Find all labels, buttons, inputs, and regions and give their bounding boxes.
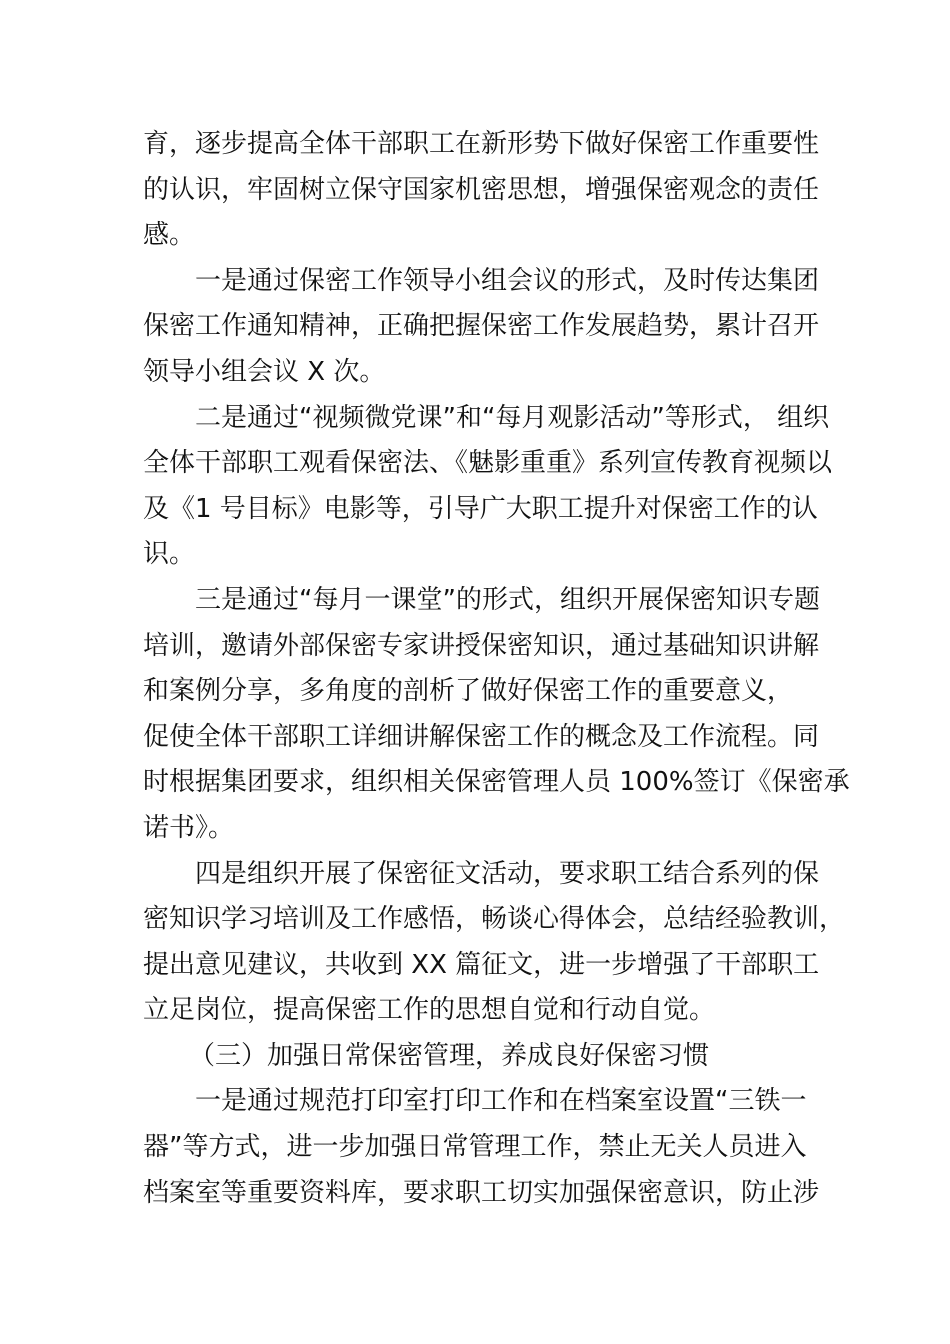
text-line: 感。 xyxy=(143,220,196,251)
paragraph-first-line: 一是通过保密工作领导小组会议的形式，及时传达集团 xyxy=(195,265,820,296)
text-line: 密知识学习培训及工作感悟，畅谈心得体会，总结经验教训， xyxy=(143,904,846,935)
text-line: 领导小组会议 X 次。 xyxy=(143,356,386,387)
document-body xyxy=(143,122,850,1216)
text-line: 档案室等重要资料库，要求职工切实加强保密意识，防止涉 xyxy=(143,1177,820,1208)
paragraph-first-line: 一是通过规范打印室打印工作和在档案室设置“三铁一 xyxy=(195,1086,807,1117)
text-line: 保密工作通知精神，正确把握保密工作发展趋势，累计召开 xyxy=(143,311,820,342)
text-line: 育，逐步提高全体干部职工在新形势下做好保密工作重要性 xyxy=(143,129,820,159)
text-line: 识。 xyxy=(143,539,196,570)
text-line: 和案例分享，多角度的剖析了做好保密工作的重要意义， xyxy=(143,676,794,707)
text-line: 提出意见建议，共收到 XX 篇征文，进一步增强了干部职工 xyxy=(143,949,820,980)
text-line: 及《1 号目标》电影等，引导广大职工提升对保密工作的认 xyxy=(143,493,818,524)
paragraph-first-line: 四是组织开展了保密征文活动，要求职工结合系列的保 xyxy=(195,858,820,889)
section-heading: （三）加强日常保密管理，养成良好保密习惯 xyxy=(189,1040,710,1071)
text-line: 立足岗位，提高保密工作的思想自觉和行动自觉。 xyxy=(143,995,716,1026)
text-line: 培训，邀请外部保密专家讲授保密知识，通过基础知识讲解 xyxy=(143,630,820,661)
text-line: 促使全体干部职工详细讲解保密工作的概念及工作流程。同 xyxy=(143,721,820,752)
text-line: 全体干部职工观看保密法、《魅影重重》系列宣传教育视频以 xyxy=(143,448,833,479)
text-line: 时根据集团要求，组织相关保密管理人员 100%签订《保密承 xyxy=(143,767,850,798)
paragraph-first-line: 三是通过“每月一课堂”的形式，组织开展保密知识专题 xyxy=(195,584,820,615)
text-line: 器”等方式，进一步加强日常管理工作，禁止无关人员进入 xyxy=(143,1132,807,1163)
text-line: 的认识，牢固树立保守国家机密思想，增强保密观念的责任 xyxy=(143,174,820,205)
paragraph-first-line: 二是通过“视频微党课”和“每月观影活动”等形式， 组织 xyxy=(195,402,830,433)
text-line: 诺书》。 xyxy=(143,812,235,843)
